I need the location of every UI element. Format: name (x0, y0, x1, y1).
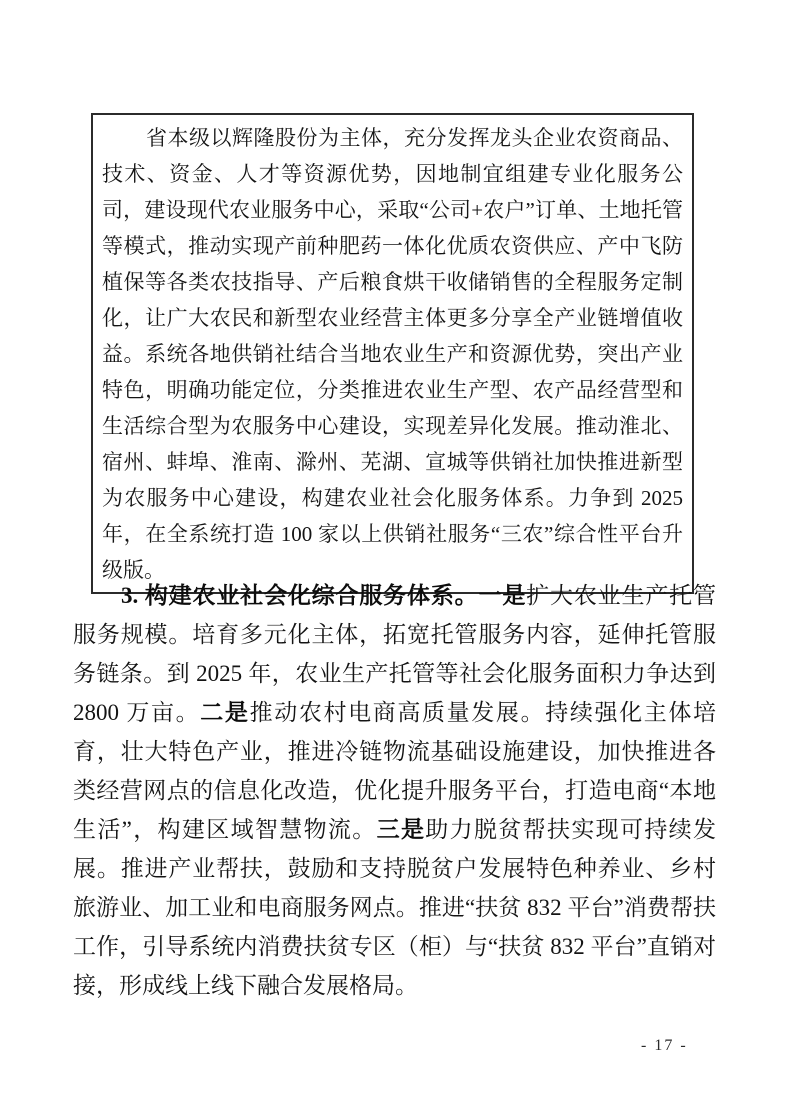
point1-text: 扩大农业生产托管服务规模。培育多元化主体，拓宽托管服务内容，延伸托管服务链条。到 2025 年，农业生产托管等社会化服务面积力争达到 2800 万亩。 (73, 583, 717, 725)
main-paragraph (73, 576, 716, 1005)
point2-label: 二是 (200, 700, 250, 725)
main-paragraph-block (73, 576, 716, 1005)
point1-label: 一是 (478, 583, 527, 608)
boxed-quote-paragraph (91, 113, 694, 594)
point3-text: 助力脱贫帮扶实现可持续发展。推进产业帮扶，鼓励和支持脱贫户发展特色种养业、乡村旅游业、加工业和电商服务网点。推进“扶贫 832 平台”消费帮扶工作，引导系统内消费扶贫专区（柜）与“扶贫 832 平台”直销对接，形成线上线下融合发展格局。 (73, 817, 717, 998)
boxed-paragraph-text: 省本级以辉隆股份为主体，充分发挥龙头企业农资商品、技术、资金、人才等资源优势，因地制宜组建专业化服务公司，建设现代农业服务中心，采取“公司+农户”订单、土地托管等模式，推动实现产前种肥药一体化优质农资供应、产中飞防植保等各类农技指导、产后粮食烘干收储销售的全程服务定制化，让广大农民和新型农业经营主体更多分享全产业链增值收益。系统各地供销社结合当地农业生产和资源优势，突出产业特色，明确功能定位，分类推进农业生产型、农产品经营型和生活综合型为农服务中心建设，实现差异化发展。推动淮北、宿州、蚌埠、淮南、滁州、芜湖、宣城等供销社加快推进新型为农服务中心建设，构建农业社会化服务体系。力争到 2025 年，在全系统打造 100 家以上供销社服务“三农”综合性平台升级版。 (102, 126, 683, 582)
point3-label: 三是 (376, 817, 426, 842)
paragraph-heading: 3. 构建农业社会化综合服务体系。 (121, 583, 479, 608)
point2-text: 推动农村电商高质量发展。持续强化主体培育，壮大特色产业，推进冷链物流基础设施建设，加快推进各类经营网点的信息化改造，优化提升服务平台，打造电商“本地生活”，构建区域智慧物流。 (73, 700, 717, 842)
page-number: - 17 - (641, 1037, 688, 1054)
